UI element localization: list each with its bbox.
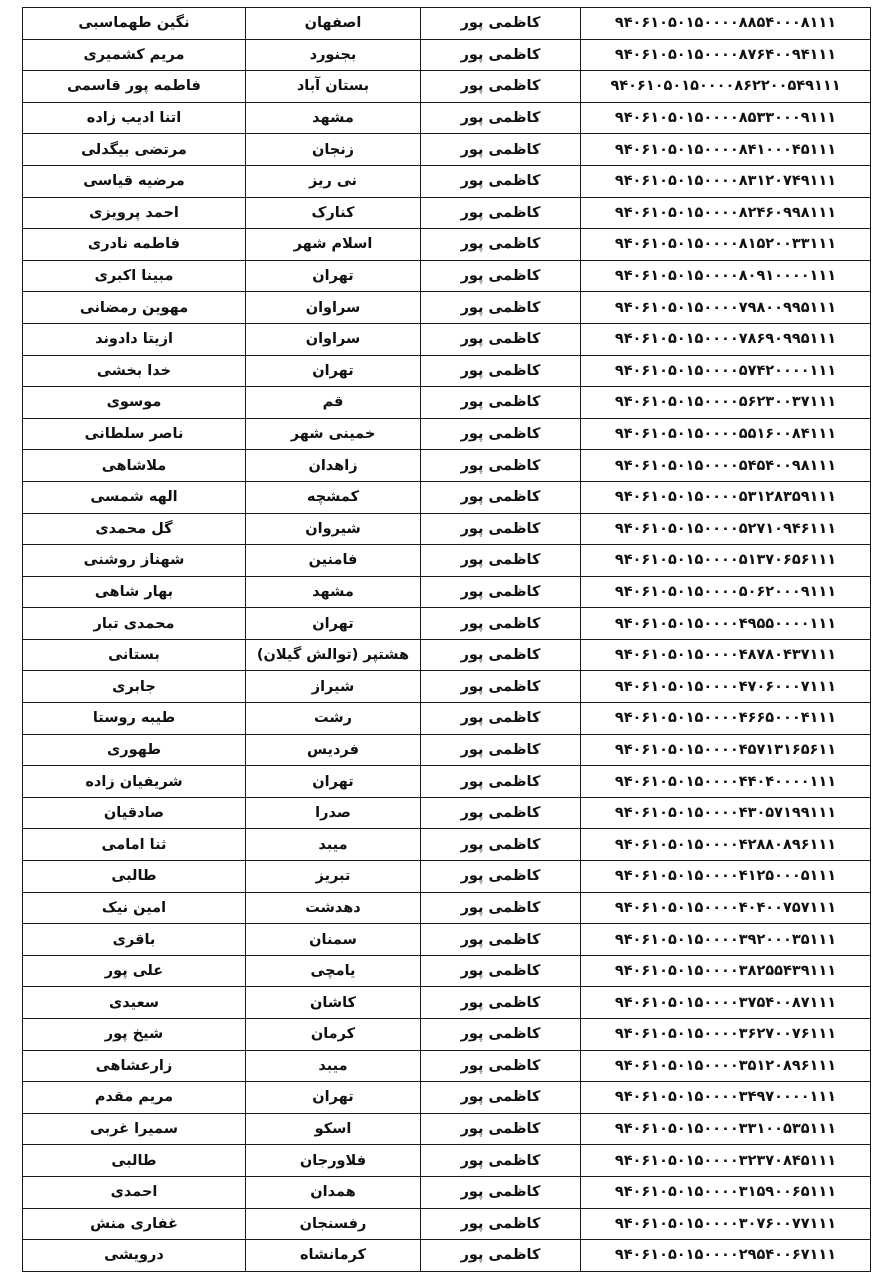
table-row <box>23 639 871 671</box>
city-cell: هشتپر (توالش گیلان) <box>246 639 421 671</box>
table-row <box>23 418 871 450</box>
account-code-cell: ۹۴۰۶۱۰۵۰۱۵۰۰۰۰۳۲۳۷۰۸۴۵۱۱۱ <box>581 1145 871 1177</box>
city-cell: شیراز <box>246 671 421 703</box>
table-row <box>23 102 871 134</box>
person-name-cell: طیبه روستا <box>23 703 246 735</box>
family-cell: کاظمی پور <box>421 1145 581 1177</box>
family-cell: کاظمی پور <box>421 513 581 545</box>
city-cell: قم <box>246 387 421 419</box>
account-code-cell: ۹۴۰۶۱۰۵۰۱۵۰۰۰۰۸۶۲۲۰۰۵۴۹۱۱۱ <box>581 71 871 103</box>
person-name-cell: غفاری منش <box>23 1208 246 1240</box>
table-row <box>23 165 871 197</box>
person-name-cell: الهه شمسی <box>23 481 246 513</box>
account-code-cell: ۹۴۰۶۱۰۵۰۱۵۰۰۰۰۲۹۵۴۰۰۶۷۱۱۱ <box>581 1240 871 1272</box>
person-name-cell: فاطمه پور قاسمی <box>23 71 246 103</box>
table-row <box>23 39 871 71</box>
table-row <box>23 1113 871 1145</box>
family-cell: کاظمی پور <box>421 987 581 1019</box>
family-cell: کاظمی پور <box>421 134 581 166</box>
city-cell: تهران <box>246 608 421 640</box>
city-cell: شیروان <box>246 513 421 545</box>
account-code-cell: ۹۴۰۶۱۰۵۰۱۵۰۰۰۰۵۷۴۲۰۰۰۰۱۱۱ <box>581 355 871 387</box>
table-body <box>23 8 871 1272</box>
person-name-cell: نگین طهماسبی <box>23 8 246 40</box>
family-cell: کاظمی پور <box>421 323 581 355</box>
table-row <box>23 545 871 577</box>
person-name-cell: موسوی <box>23 387 246 419</box>
family-cell: کاظمی پور <box>421 608 581 640</box>
person-name-cell: صادقیان <box>23 797 246 829</box>
table-row <box>23 355 871 387</box>
account-code-cell: ۹۴۰۶۱۰۵۰۱۵۰۰۰۰۴۰۴۰۰۷۵۷۱۱۱ <box>581 892 871 924</box>
account-code-cell: ۹۴۰۶۱۰۵۰۱۵۰۰۰۰۳۶۲۷۰۰۷۶۱۱۱ <box>581 1019 871 1051</box>
account-code-cell: ۹۴۰۶۱۰۵۰۱۵۰۰۰۰۵۲۷۱۰۹۴۶۱۱۱ <box>581 513 871 545</box>
account-code-cell: ۹۴۰۶۱۰۵۰۱۵۰۰۰۰۸۷۶۴۰۰۹۴۱۱۱ <box>581 39 871 71</box>
table-row <box>23 734 871 766</box>
person-name-cell: زارعشاهی <box>23 1050 246 1082</box>
person-name-cell: فاطمه نادری <box>23 229 246 261</box>
person-name-cell: ناصر سلطانی <box>23 418 246 450</box>
person-name-cell: گل محمدی <box>23 513 246 545</box>
city-cell: سمنان <box>246 924 421 956</box>
table-row <box>23 892 871 924</box>
account-code-cell: ۹۴۰۶۱۰۵۰۱۵۰۰۰۰۵۴۵۴۰۰۹۸۱۱۱ <box>581 450 871 482</box>
person-name-cell: جابری <box>23 671 246 703</box>
city-cell: کنارک <box>246 197 421 229</box>
city-cell: همدان <box>246 1176 421 1208</box>
family-cell: کاظمی پور <box>421 418 581 450</box>
account-code-cell: ۹۴۰۶۱۰۵۰۱۵۰۰۰۰۴۱۲۵۰۰۰۵۱۱۱ <box>581 861 871 893</box>
family-cell: کاظمی پور <box>421 102 581 134</box>
person-name-cell: شهناز روشنی <box>23 545 246 577</box>
person-name-cell: باقری <box>23 924 246 956</box>
person-name-cell: طالبی <box>23 1145 246 1177</box>
person-name-cell: امین نیک <box>23 892 246 924</box>
city-cell: رشت <box>246 703 421 735</box>
city-cell: تهران <box>246 1082 421 1114</box>
family-cell: کاظمی پور <box>421 639 581 671</box>
city-cell: خمینی شهر <box>246 418 421 450</box>
table-row <box>23 323 871 355</box>
city-cell: بستان آباد <box>246 71 421 103</box>
person-name-cell: مهوین رمضانی <box>23 292 246 324</box>
account-code-cell: ۹۴۰۶۱۰۵۰۱۵۰۰۰۰۸۸۵۴۰۰۰۸۱۱۱ <box>581 8 871 40</box>
city-cell: کرمانشاه <box>246 1240 421 1272</box>
person-name-cell: طهوری <box>23 734 246 766</box>
person-name-cell: بهار شاهی <box>23 576 246 608</box>
family-cell: کاظمی پور <box>421 292 581 324</box>
city-cell: صدرا <box>246 797 421 829</box>
table-row <box>23 703 871 735</box>
account-code-cell: ۹۴۰۶۱۰۵۰۱۵۰۰۰۰۸۲۴۶۰۹۹۸۱۱۱ <box>581 197 871 229</box>
table-row <box>23 1019 871 1051</box>
family-cell: کاظمی پور <box>421 797 581 829</box>
table-row <box>23 576 871 608</box>
account-code-cell: ۹۴۰۶۱۰۵۰۱۵۰۰۰۰۵۶۲۳۰۰۳۷۱۱۱ <box>581 387 871 419</box>
city-cell: میبد <box>246 829 421 861</box>
table-row <box>23 450 871 482</box>
city-cell: زنجان <box>246 134 421 166</box>
family-cell: کاظمی پور <box>421 1176 581 1208</box>
table-row <box>23 1176 871 1208</box>
table-row <box>23 608 871 640</box>
city-cell: فامنین <box>246 545 421 577</box>
person-name-cell: خدا بخشی <box>23 355 246 387</box>
city-cell: رفسنجان <box>246 1208 421 1240</box>
account-code-cell: ۹۴۰۶۱۰۵۰۱۵۰۰۰۰۸۱۵۲۰۰۳۳۱۱۱ <box>581 229 871 261</box>
account-code-cell: ۹۴۰۶۱۰۵۰۱۵۰۰۰۰۴۷۰۶۰۰۰۷۱۱۱ <box>581 671 871 703</box>
family-cell: کاظمی پور <box>421 1113 581 1145</box>
person-name-cell: سعیدی <box>23 987 246 1019</box>
city-cell: بجنورد <box>246 39 421 71</box>
person-name-cell: محمدی تبار <box>23 608 246 640</box>
account-code-cell: ۹۴۰۶۱۰۵۰۱۵۰۰۰۰۸۴۱۰۰۰۴۵۱۱۱ <box>581 134 871 166</box>
family-cell: کاظمی پور <box>421 197 581 229</box>
city-cell: اسکو <box>246 1113 421 1145</box>
table-row <box>23 797 871 829</box>
person-name-cell: سمیرا غربی <box>23 1113 246 1145</box>
table-row <box>23 292 871 324</box>
table-row <box>23 71 871 103</box>
table-row <box>23 924 871 956</box>
person-name-cell: مرضیه قیاسی <box>23 165 246 197</box>
account-code-cell: ۹۴۰۶۱۰۵۰۱۵۰۰۰۰۷۸۶۹۰۹۹۵۱۱۱ <box>581 323 871 355</box>
person-name-cell: شیخ پور <box>23 1019 246 1051</box>
table-row <box>23 1240 871 1272</box>
account-code-cell: ۹۴۰۶۱۰۵۰۱۵۰۰۰۰۳۳۱۰۰۵۳۵۱۱۱ <box>581 1113 871 1145</box>
family-cell: کاظمی پور <box>421 1019 581 1051</box>
family-cell: کاظمی پور <box>421 703 581 735</box>
city-cell: یامچی <box>246 955 421 987</box>
family-cell: کاظمی پور <box>421 355 581 387</box>
person-name-cell: اتنا ادیب زاده <box>23 102 246 134</box>
person-name-cell: احمد پرویزی <box>23 197 246 229</box>
account-code-cell: ۹۴۰۶۱۰۵۰۱۵۰۰۰۰۷۹۸۰۰۹۹۵۱۱۱ <box>581 292 871 324</box>
family-cell: کاظمی پور <box>421 671 581 703</box>
account-code-cell: ۹۴۰۶۱۰۵۰۱۵۰۰۰۰۴۵۷۱۳۱۶۵۶۱۱ <box>581 734 871 766</box>
family-cell: کاظمی پور <box>421 924 581 956</box>
family-cell: کاظمی پور <box>421 576 581 608</box>
family-cell: کاظمی پور <box>421 861 581 893</box>
family-cell: کاظمی پور <box>421 1082 581 1114</box>
account-code-cell: ۹۴۰۶۱۰۵۰۱۵۰۰۰۰۸۰۹۱۰۰۰۰۱۱۱ <box>581 260 871 292</box>
city-cell: زاهدان <box>246 450 421 482</box>
table-row <box>23 387 871 419</box>
table-row <box>23 861 871 893</box>
person-name-cell: مریم کشمیری <box>23 39 246 71</box>
city-cell: نی ریز <box>246 165 421 197</box>
family-cell: کاظمی پور <box>421 1208 581 1240</box>
person-name-cell: مریم مقدم <box>23 1082 246 1114</box>
city-cell: اصفهان <box>246 8 421 40</box>
person-name-cell: مبینا اکبری <box>23 260 246 292</box>
account-code-cell: ۹۴۰۶۱۰۵۰۱۵۰۰۰۰۸۵۳۳۰۰۰۹۱۱۱ <box>581 102 871 134</box>
table-row <box>23 829 871 861</box>
family-cell: کاظمی پور <box>421 8 581 40</box>
family-cell: کاظمی پور <box>421 229 581 261</box>
city-cell: فلاورجان <box>246 1145 421 1177</box>
family-cell: کاظمی پور <box>421 892 581 924</box>
city-cell: سراوان <box>246 323 421 355</box>
city-cell: سراوان <box>246 292 421 324</box>
family-cell: کاظمی پور <box>421 1050 581 1082</box>
account-code-cell: ۹۴۰۶۱۰۵۰۱۵۰۰۰۰۵۳۱۲۸۳۵۹۱۱۱ <box>581 481 871 513</box>
city-cell: تهران <box>246 766 421 798</box>
family-cell: کاظمی پور <box>421 71 581 103</box>
city-cell: کرمان <box>246 1019 421 1051</box>
family-cell: کاظمی پور <box>421 39 581 71</box>
table-row <box>23 955 871 987</box>
account-code-cell: ۹۴۰۶۱۰۵۰۱۵۰۰۰۰۳۴۹۷۰۰۰۰۱۱۱ <box>581 1082 871 1114</box>
records-table <box>22 7 871 1272</box>
family-cell: کاظمی پور <box>421 955 581 987</box>
family-cell: کاظمی پور <box>421 260 581 292</box>
account-code-cell: ۹۴۰۶۱۰۵۰۱۵۰۰۰۰۵۱۳۷۰۶۵۶۱۱۱ <box>581 545 871 577</box>
city-cell: فردیس <box>246 734 421 766</box>
city-cell: تهران <box>246 355 421 387</box>
table-row <box>23 134 871 166</box>
family-cell: کاظمی پور <box>421 829 581 861</box>
person-name-cell: ازیتا دادوند <box>23 323 246 355</box>
family-cell: کاظمی پور <box>421 450 581 482</box>
table-row <box>23 260 871 292</box>
table-row <box>23 987 871 1019</box>
table-row <box>23 1145 871 1177</box>
account-code-cell: ۹۴۰۶۱۰۵۰۱۵۰۰۰۰۵۵۱۶۰۰۸۴۱۱۱ <box>581 418 871 450</box>
account-code-cell: ۹۴۰۶۱۰۵۰۱۵۰۰۰۰۳۰۷۶۰۰۷۷۱۱۱ <box>581 1208 871 1240</box>
city-cell: میبد <box>246 1050 421 1082</box>
person-name-cell: شریفیان زاده <box>23 766 246 798</box>
table-row <box>23 197 871 229</box>
city-cell: کاشان <box>246 987 421 1019</box>
person-name-cell: طالبی <box>23 861 246 893</box>
family-cell: کاظمی پور <box>421 545 581 577</box>
person-name-cell: بستانی <box>23 639 246 671</box>
person-name-cell: درویشی <box>23 1240 246 1272</box>
account-code-cell: ۹۴۰۶۱۰۵۰۱۵۰۰۰۰۳۵۱۲۰۸۹۶۱۱۱ <box>581 1050 871 1082</box>
account-code-cell: ۹۴۰۶۱۰۵۰۱۵۰۰۰۰۸۳۱۲۰۷۴۹۱۱۱ <box>581 165 871 197</box>
account-code-cell: ۹۴۰۶۱۰۵۰۱۵۰۰۰۰۳۸۲۵۵۴۳۹۱۱۱ <box>581 955 871 987</box>
person-name-cell: ثنا امامی <box>23 829 246 861</box>
city-cell: تبریز <box>246 861 421 893</box>
account-code-cell: ۹۴۰۶۱۰۵۰۱۵۰۰۰۰۳۹۲۰۰۰۳۵۱۱۱ <box>581 924 871 956</box>
person-name-cell: علی پور <box>23 955 246 987</box>
account-code-cell: ۹۴۰۶۱۰۵۰۱۵۰۰۰۰۴۲۸۸۰۸۹۶۱۱۱ <box>581 829 871 861</box>
table-row <box>23 1082 871 1114</box>
family-cell: کاظمی پور <box>421 387 581 419</box>
table-row <box>23 766 871 798</box>
family-cell: کاظمی پور <box>421 766 581 798</box>
account-code-cell: ۹۴۰۶۱۰۵۰۱۵۰۰۰۰۵۰۶۲۰۰۰۹۱۱۱ <box>581 576 871 608</box>
table-row <box>23 1050 871 1082</box>
family-cell: کاظمی پور <box>421 1240 581 1272</box>
city-cell: تهران <box>246 260 421 292</box>
person-name-cell: احمدی <box>23 1176 246 1208</box>
person-name-cell: ملاشاهی <box>23 450 246 482</box>
account-code-cell: ۹۴۰۶۱۰۵۰۱۵۰۰۰۰۴۶۶۵۰۰۰۴۱۱۱ <box>581 703 871 735</box>
table-row <box>23 481 871 513</box>
family-cell: کاظمی پور <box>421 734 581 766</box>
account-code-cell: ۹۴۰۶۱۰۵۰۱۵۰۰۰۰۴۴۰۴۰۰۰۰۱۱۱ <box>581 766 871 798</box>
family-cell: کاظمی پور <box>421 481 581 513</box>
account-code-cell: ۹۴۰۶۱۰۵۰۱۵۰۰۰۰۴۸۷۸۰۴۳۷۱۱۱ <box>581 639 871 671</box>
person-name-cell: مرتضی بیگدلی <box>23 134 246 166</box>
city-cell: مشهد <box>246 576 421 608</box>
city-cell: دهدشت <box>246 892 421 924</box>
table-row <box>23 513 871 545</box>
table-row <box>23 8 871 40</box>
city-cell: مشهد <box>246 102 421 134</box>
account-code-cell: ۹۴۰۶۱۰۵۰۱۵۰۰۰۰۳۱۵۹۰۰۶۵۱۱۱ <box>581 1176 871 1208</box>
table-row <box>23 1208 871 1240</box>
family-cell: کاظمی پور <box>421 165 581 197</box>
table-row <box>23 671 871 703</box>
account-code-cell: ۹۴۰۶۱۰۵۰۱۵۰۰۰۰۴۳۰۵۷۱۹۹۱۱۱ <box>581 797 871 829</box>
city-cell: اسلام شهر <box>246 229 421 261</box>
account-code-cell: ۹۴۰۶۱۰۵۰۱۵۰۰۰۰۳۷۵۴۰۰۸۷۱۱۱ <box>581 987 871 1019</box>
account-code-cell: ۹۴۰۶۱۰۵۰۱۵۰۰۰۰۴۹۵۵۰۰۰۰۱۱۱ <box>581 608 871 640</box>
city-cell: کمشچه <box>246 481 421 513</box>
table-row <box>23 229 871 261</box>
